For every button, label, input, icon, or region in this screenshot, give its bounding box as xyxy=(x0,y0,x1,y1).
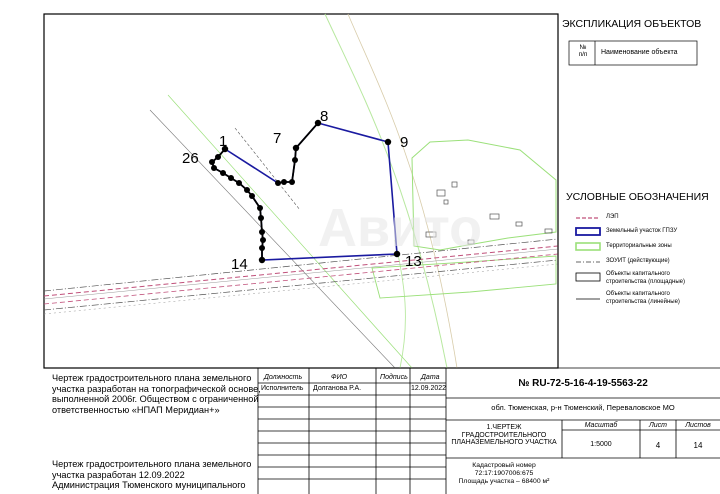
legend-label-zouit: ЗОУИТ (действующие) xyxy=(606,258,670,264)
point-label-7: 7 xyxy=(273,130,282,147)
point-label-9: 9 xyxy=(400,134,409,151)
stamp-position-value: Исполнитель xyxy=(261,385,304,392)
stamp-header-position: Должность xyxy=(264,374,303,381)
scale-value: 1:5000 xyxy=(590,441,612,448)
sheet-label: Лист xyxy=(648,422,668,429)
point-label-1: 1 xyxy=(219,133,228,150)
legend-icons xyxy=(576,218,600,299)
stamp-header-signature: Подпись xyxy=(380,374,408,381)
stamp-header-name: ФИО xyxy=(331,374,348,381)
stamp-date-value: 12.09.2022 xyxy=(411,385,447,392)
legend-title: УСЛОВНЫЕ ОБОЗНАЧЕНИЯ xyxy=(566,191,709,203)
point-label-8: 8 xyxy=(320,108,329,125)
diagonal-line xyxy=(235,128,300,210)
explication-title: ЭКСПЛИКАЦИЯ ОБЪЕКТОВ xyxy=(562,18,702,30)
drawing-title: 1.ЧЕРТЕЖ ГРАДОСТРОИТЕЛЬНОГО ПЛАНАЗЕМЕЛЬНОГО УЧАСТКА xyxy=(451,424,557,447)
sheets-label: Листов xyxy=(685,422,711,429)
stamp-header-date: Дата xyxy=(421,374,440,381)
note-topographic: Чертеж градостроительного плана земельного участка разработан на топографической основе, выполненной 2006г. Обществом с ограниченной ответственностью «НПАП Меридиан+» xyxy=(52,373,261,415)
zone-curve xyxy=(325,14,447,368)
stamp-name-value: Долганова Р.А. xyxy=(313,385,362,392)
capital-construction-icon xyxy=(576,273,600,281)
watermark: Авито xyxy=(318,198,483,258)
territorial-zones-icon xyxy=(576,243,600,250)
lep-line xyxy=(44,254,558,304)
doc-number: № RU-72-5-16-4-19-5563-22 xyxy=(518,378,648,389)
sheet-value: 4 xyxy=(655,441,661,450)
explication-col-name: Наименование объекта xyxy=(601,49,678,56)
point-label-14: 14 xyxy=(231,256,248,273)
cadastral-info: Кадастровый номер 72:17:1907006:675 Площадь участка – 68400 м² xyxy=(458,462,550,486)
note-developed: Чертеж градостроительного плана земельного участка разработан 12.09.2022 Администрация Тюменского муниципального xyxy=(52,459,252,491)
point-label-26: 26 xyxy=(182,150,199,167)
map-area xyxy=(44,14,558,368)
explication-col-number: № п/п xyxy=(578,44,588,59)
zone-curve xyxy=(395,240,405,368)
legend-label-capital: Объекты капитального строительства (площадные) xyxy=(606,271,685,285)
scale-label: Масштаб xyxy=(584,422,618,429)
map-frame xyxy=(44,14,558,368)
legend-label-linear: Объекты капитального строительства (линейные) xyxy=(606,291,680,305)
legend-label-parcel: Земельный участок ГПЗУ xyxy=(606,228,678,234)
sheets-value: 14 xyxy=(693,441,703,450)
zouit-line xyxy=(44,260,558,310)
address: обл. Тюменская, р-н Тюменский, Переваловское МО xyxy=(491,403,675,412)
point-label-13: 13 xyxy=(405,253,422,270)
legend-label-lep: ЛЭП xyxy=(606,214,619,220)
legend-label-zones: Территориальные зоны xyxy=(606,243,672,249)
parcel-boundary-icon xyxy=(576,228,600,235)
